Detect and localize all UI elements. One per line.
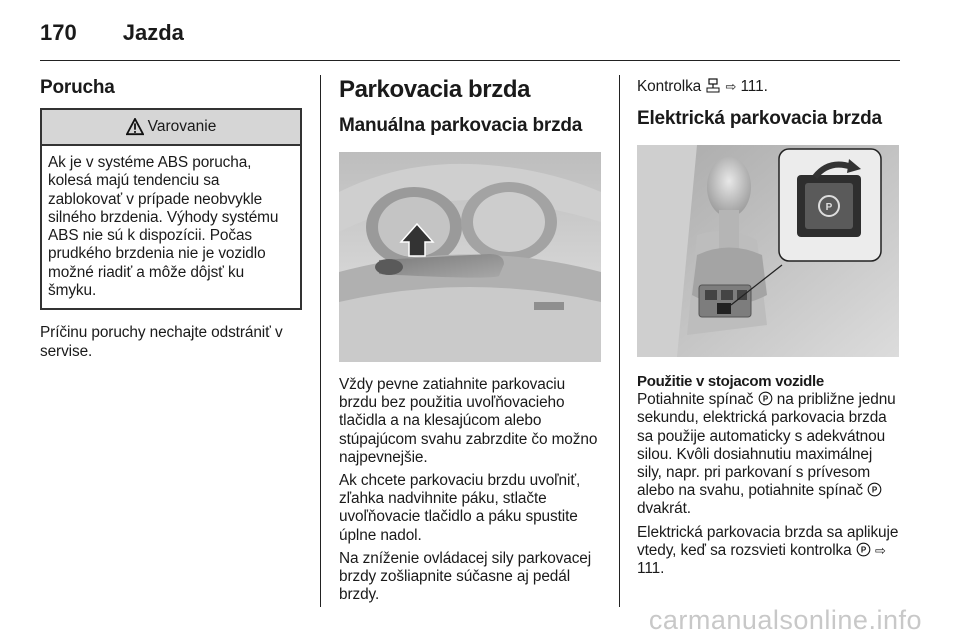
page-reference-icon: ⇨ [874,542,886,558]
parking-brake-switch-icon [758,391,773,406]
handbrake-illustration [339,152,601,362]
paragraph: Príčinu poruchy nechajte odstrániť v servise. [40,324,283,360]
text-span: Potiahnite spínač [637,391,754,409]
paragraph: Vždy pevne zatiahnite parkovaciu brzdu bez použitia uvoľňovacieho tlačidla a na klesajúcom alebo stúpajúcom svahu zabrzdite čo možno najpevnejšie. [339,376,598,466]
paragraph: Na zníženie ovládacej sily parkovacej brzdy zošliapnite súčasne aj pedál brzdy. [339,549,592,604]
handbrake-photo [339,152,601,362]
column-1 [40,75,302,361]
text-span: dvakrát. [637,500,691,518]
heading-porucha: Porucha [40,77,115,98]
warning-box [40,108,302,310]
watermark: carmanualsonline.info [648,605,922,635]
indicator-reference [637,78,899,96]
reference-text: Kontrolka [637,78,702,95]
brake-warning-icon [705,78,721,93]
page-number: 170 [40,20,77,45]
reference-page: 111. [637,560,665,578]
heading-electric-brake: Elektrická parkovacia brzda [637,108,882,130]
warning-header [42,110,300,146]
page-reference-icon: ⇨ [725,79,737,94]
column-3 [637,75,899,578]
paragraph [637,391,899,518]
svg-text:P: P [872,485,878,495]
section-title: Jazda [122,20,184,45]
column-2 [339,75,601,604]
paragraph [637,524,899,579]
manual-brake-text [339,376,601,604]
stationary-usage [637,373,899,578]
svg-text:P: P [825,202,833,214]
svg-text:P: P [762,394,768,404]
subheading-stationary: Použitie v stojacom vozidle [637,373,824,391]
page-header [40,20,184,50]
parking-brake-indicator-icon [856,542,871,557]
warning-triangle-icon [126,118,144,136]
electric-brake-illustration [637,145,899,357]
warning-text: Ak je v systéme ABS porucha, kolesá majú tendenciu sa zablokovať v prípade neobvykle silného brzdenia. Výhody systému ABS nie sú k dispozícii. Počas prudkého brzdenia nie je vozidlo možné riadiť a môže dôjsť ku šmyku. [48,154,279,300]
reference-page: 111. [740,78,768,95]
column-divider [619,75,620,607]
paragraph: Ak chcete parkovaciu brzdu uvoľniť, zľahka nadvihnite páku, stlačte uvoľňovacie tlačidlo a páku spustite úplne nadol. [339,472,581,544]
parking-brake-switch-icon [867,482,882,497]
warning-title: Varovanie [147,118,217,135]
electric-parking-brake-photo [637,145,899,357]
text-span: na približne jednu sekundu, elektrická parkovacia brzda sa použije automaticky s adekvátnou silou. Kvôli dosiahnutiu maximálnej sily, napr. pri parkovaní s prívesom alebo na svahu, potiahnite spínač [637,391,896,500]
header-rule [40,60,900,61]
column-divider [320,75,321,607]
heading-parkovacia-brzda: Parkovacia brzda [339,76,531,103]
subheading-manual-brake: Manuálna parkovacia brzda [339,115,583,136]
text-span: Elektrická parkovacia brzda sa aplikuje vtedy, keď sa rozsvieti kontrolka [637,523,899,559]
svg-text:P: P [860,545,866,555]
